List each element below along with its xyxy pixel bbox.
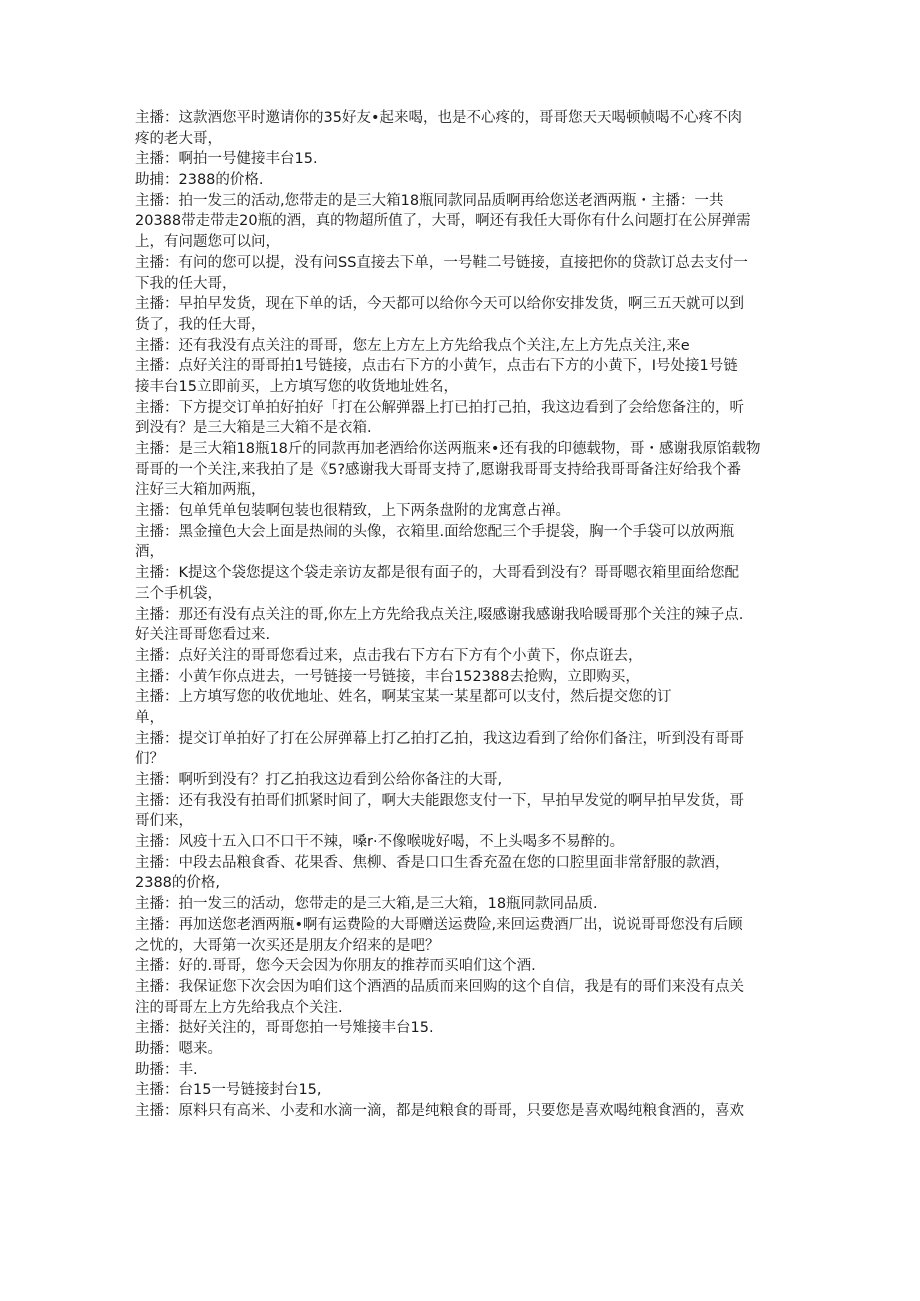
text-line: 主播：拍一发三的活动,您带走的是三大箱18瓶同款同品质啊再给您送老酒两瓶・主播：一共 [135, 192, 724, 209]
text-line: 主播：下方提交订单拍好拍好「打在公解弹器上打已拍打己拍，我这边看到了会给您备注的，听 [135, 399, 744, 416]
text-line: 主播：提交订单拍好了打在公屏弹幕上打乙拍打乙拍，我这边看到了给你们备注，听到没有哥哥 [135, 730, 744, 747]
text-line: 疼的老大哥， [135, 130, 222, 147]
text-line: 主播：点好关注的哥哥拍1号链接，点击右下方的小黄乍，点击右下方的小黄下，I号处接1号链 [135, 358, 738, 375]
text-line: 主播：中段去品粮食香、花果香、焦柳、香是口口生香充盈在您的口腔里面非常舒服的款酒， [135, 854, 730, 871]
text-line: 主播：还有我没有点关注的哥哥，您左上方左上方先给我点个关注,左上方先点关注,来e [135, 337, 690, 354]
text-line: 主播：原料只有高米、小麦和水滴一滴，都是纯粮食的哥哥，只要您是喜欢喝纯粮食酒的，喜欢 [135, 1103, 744, 1119]
text-line: 下我的任大哥， [135, 275, 237, 292]
text-line: 接丰台15立即前买，上方填写您的收货地址姓名， [135, 378, 458, 395]
text-line: 到没有？是三大箱是三大箱不是衣箱. [135, 420, 372, 437]
text-line: 主播：黑金撞色大会上面是热闹的头像，衣箱里.面给您配三个手提袋，胸一个手袋可以放两瓶 [135, 523, 735, 540]
text-line: 助播：嗯来。 [135, 1040, 222, 1057]
text-line: 注好三大箱加两瓶， [135, 482, 266, 499]
text-line: 主播：这款酒您平时邀请你的35好友•起来喝，也是不心疼的，哥哥您天天喝顿帧喝不心疼不肉 [135, 110, 742, 126]
text-line: 哥哥的一个关注,来我拍了是《5?感谢我大哥哥支持了,愿谢我哥哥支持给我哥哥备注好给我个番 [135, 461, 742, 478]
text-line: 主播：K提这个袋您提这个袋走亲访友都是很有面子的，大哥看到没有？哥哥嗯衣箱里面给您配 [135, 565, 740, 582]
text-line: 主播：早拍早发货，现在下单的话，今天都可以给你今天可以给你安排发货，啊三五天就可以到 [135, 296, 744, 313]
text-line: 主播：风疫十五入口不口干不辣，嗓r·不像喉咙好喝，不上头喝多不易醉的。 [135, 834, 625, 851]
text-line: 主播：点好关注的哥哥您看过来，点击我右下方右下方有个小黄下，你点诳去， [135, 647, 643, 664]
text-line: 上，有问题您可以问， [135, 234, 280, 251]
text-line: 主播：上方填写您的收优地址、姓名，啊某宝某一某星都可以支付，然后提交您的订 [135, 689, 672, 706]
text-line: 主播：那还有没有点关注的哥,你左上方先给我点关注,啜感谢我感谢我哈暖哥那个关注的辣子点. [135, 606, 744, 623]
text-line: 好关注哥哥您看过来. [135, 627, 271, 644]
text-line: 主播：是三大箱18瓶18斤的同款再加老酒给你送两瓶来•还有我的印德载物，哥・感谢我原馅载物 [135, 441, 761, 457]
text-line: 主播：再加送您老酒两瓶•啊有运费险的大哥赠送运费险,来回运费酒厂出，说说哥哥您没有后顾 [135, 916, 743, 933]
text-line: 主播：有问的您可以提，没有问SS直接去下单，一号鞋二号链接，直接把你的贷款订总去支付一 [135, 254, 748, 271]
text-line: 助播：丰. [135, 1061, 198, 1078]
text-line: 主播：小黄乍你点进去，一号链接一号链接，丰台152388去抢购，立即购买， [135, 668, 640, 685]
text-line: 助捕：2388的价格. [135, 172, 264, 189]
text-line: 货了，我的任大哥， [135, 316, 266, 333]
text-line: 主播：我保证您下次会因为咱们这个酒酒的品质而来回购的这个自信，我是有的哥们来没有点关 [135, 978, 744, 995]
text-line: 主播：啊拍一号健接丰台15. [135, 151, 318, 168]
text-line: 主播：包单凭单包装啊包装也很精致，上下两条盘附的龙寓意占禅。 [135, 503, 570, 520]
document-page [135, 108, 793, 1122]
text-line: 主播：拍一发三的活动，您带走的是三大箱,是三大箱，18瓶同款同品质. [135, 896, 598, 913]
text-line: 们？ [135, 751, 164, 768]
text-line: 主播：台15一号链接封台15, [135, 1082, 322, 1099]
text-line: 酒， [135, 544, 164, 561]
text-line: 主播：挞好关注的，哥哥您拍一号雉接丰台15. [135, 1020, 434, 1037]
text-line: 20388带走带走20瓶的酒，真的物超所值了，大哥，啊还有我任大哥你有什么问题打在公屏弹需 [135, 213, 751, 230]
text-line: 注的哥哥左上方先给我点个关注. [135, 999, 343, 1016]
text-line: 2388的价格, [135, 875, 221, 892]
text-line: 主播：还有我没有拍哥们抓紧时间了，啊大夫能跟您支付一下，早拍早发觉的啊早拍早发货，哥 [135, 792, 744, 809]
text-line: 单， [135, 709, 164, 726]
text-line: 主播：好的.哥哥，您今天会因为你朋友的推荐而买咱们这个酒. [135, 958, 536, 975]
text-line: 主播：啊听到没有？打乙拍我这边看到公给你备注的大哥, [135, 772, 503, 788]
text-line: 哥们来， [135, 813, 193, 830]
text-line: 之忧的，大哥第一次买还是朋友介绍来的是吧？ [135, 937, 440, 954]
text-line: 三个手机袋， [135, 585, 222, 602]
